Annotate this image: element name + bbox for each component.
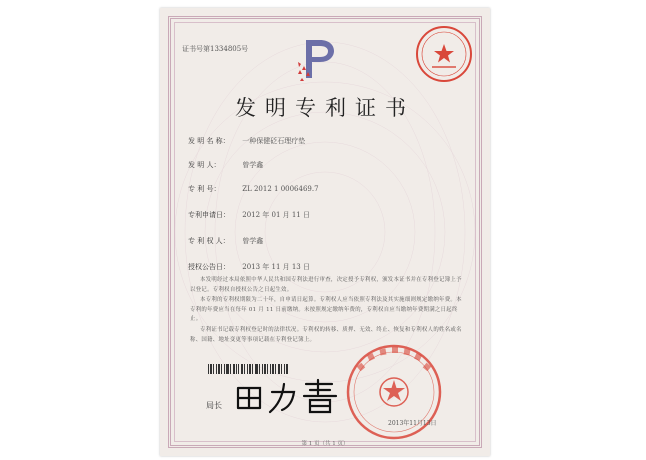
director-label: 局长 <box>206 401 222 410</box>
field-value: 曾学鑫 <box>242 237 264 245</box>
official-seal-stamp <box>344 342 444 442</box>
field-label: 发 明 人： <box>188 161 221 169</box>
patent-certificate <box>160 8 490 456</box>
field-value: 2013 年 11 月 13 日 <box>242 263 310 271</box>
director-signature <box>232 376 342 416</box>
field-label: 发 明 名 称： <box>188 137 230 145</box>
field-label: 授权公告日： <box>188 263 230 271</box>
issue-date: 2013年11月13日 <box>388 420 437 427</box>
body-paragraph-3: 专利证书记载专利权登记时的法律状况。专利权的转移、质押、无效、终止、恢复和专利权人的姓名或名称、国籍、地址变更等事项记载在专利登记簿上。 <box>190 327 462 343</box>
top-seal-stamp <box>414 24 474 84</box>
body-paragraph-2: 本专利的专利权期限为二十年，自申请日起算。专利权人应当依照专利法及其实施细则规定缴纳年费。本专利的年费应当在每年 01 月 11 日前缴纳。未按照规定缴纳年费的，专利权自应当缴纳年费期满之日起终止。 <box>190 297 462 322</box>
field-application-date <box>188 210 310 220</box>
body-paragraph-1: 本发明经过本局依照中华人民共和国专利法进行审查，决定授予专利权，颁发本证书并在专利登记簿上予以登记。专利权自授权公告之日起生效。 <box>190 277 462 293</box>
field-label: 专利申请日： <box>188 211 230 219</box>
field-value: 2012 年 01 月 11 日 <box>242 211 310 219</box>
barcode <box>208 364 288 374</box>
field-patentee <box>188 236 263 246</box>
page-number: 第 1 页（共 1 页） <box>301 441 349 447</box>
field-value: 曾学鑫 <box>242 161 264 169</box>
patent-office-logo-icon <box>296 36 342 82</box>
field-value: 一种保健砭石理疗垫 <box>242 137 306 145</box>
certificate-number: 证书号第1334805号 <box>182 45 249 53</box>
field-grant-date <box>188 262 310 272</box>
field-label: 专 利 权 人： <box>188 237 230 245</box>
field-value: ZL 2012 1 0006469.7 <box>242 185 319 193</box>
field-invention-name <box>188 136 305 146</box>
field-inventor <box>188 160 263 170</box>
field-label: 专 利 号： <box>188 185 221 193</box>
certificate-title: 发明专利证书 <box>235 96 415 120</box>
field-patent-number <box>188 184 319 194</box>
